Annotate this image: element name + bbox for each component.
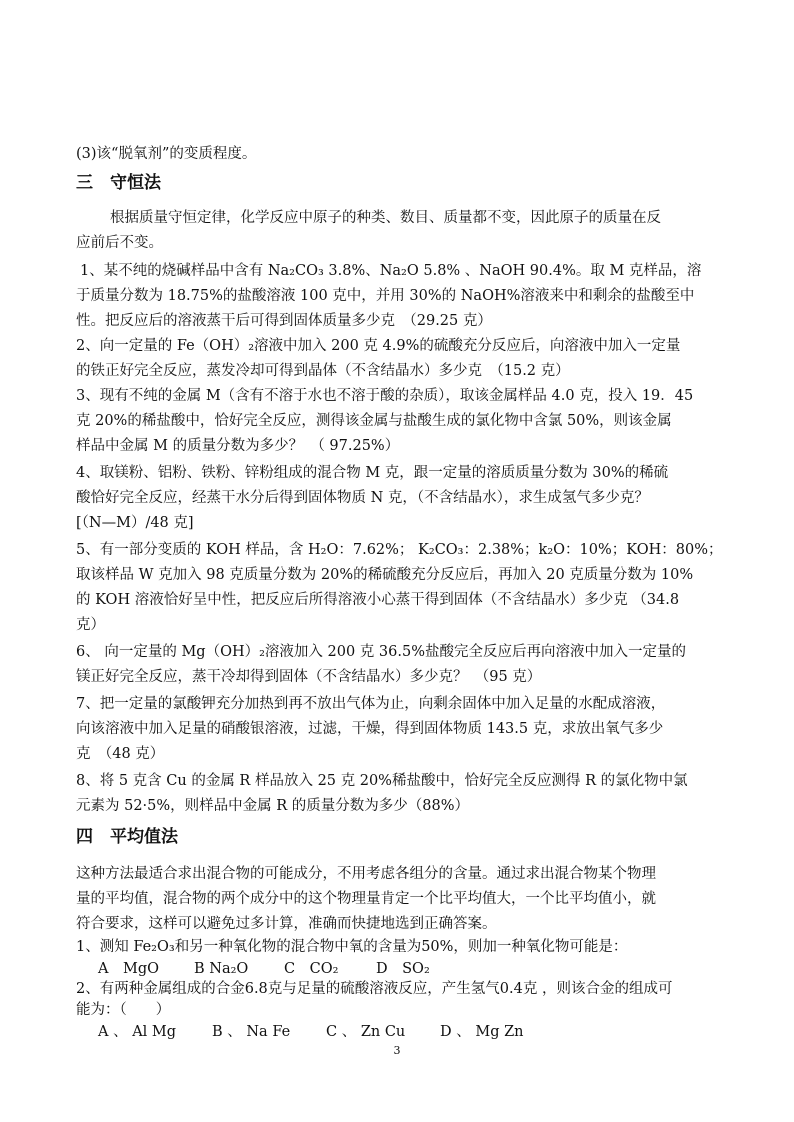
section4-intro-line: 这种方法最适合求出混合物的可能成分，不用考虑各组分的含量。通过求出混合物某个物理 — [76, 866, 656, 882]
problem-line: 于质量分数为 18.75%的盐酸溶液 100 克中，并用 30%的 NaOH%溶液来中和剩余的盐酸至中 — [76, 288, 695, 304]
problem-line: 1、某不纯的烧碱样品中含有 Na₂CO₃ 3.8%、Na₂O 5.8% 、NaOH 90.4%。取 M 克样品，溶 — [80, 263, 702, 279]
problem-line: 3、现有不纯的金属 M（含有不溶于水也不溶于酸的杂质），取该金属样品 4.0 克，投入 19．45 — [76, 388, 694, 404]
question-2: 2、有两种金属组成的合金6.8克与足量的硫酸溶液反应，产生氢气0.4克 ，则该合金的组成可 — [76, 981, 673, 997]
section3-intro-line: 根据质量守恒定律，化学反应中原子的种类、数目、质量都不变，因此原子的质量在反 — [110, 210, 661, 226]
problem-line: 取该样品 W 克加入 98 克质量分数为 20%的稀硫酸充分反应后，再加入 20 克质量分数为 10% — [76, 567, 694, 583]
option-a: A 、 Al Mg — [98, 1024, 177, 1040]
section3-heading: 三 守恒法 — [76, 173, 161, 193]
problem-line: [（N—M）/48 克] — [76, 515, 194, 531]
problem-line: 克 20%的稀盐酸中，恰好完全反应，测得该金属与盐酸生成的氯化物中含氯 50%，则该金属 — [76, 413, 672, 429]
problem-line: 4、取镁粉、铝粉、铁粉、锌粉组成的混合物 M 克，跟一定量的溶质质量分数为 30%的稀硫 — [76, 465, 669, 481]
problem-line: 样品中金属 M 的质量分数为多少？ （ 97.25%） — [76, 438, 400, 454]
option-c: C CO₂ — [284, 961, 339, 977]
option-b: B 、 Na Fe — [212, 1024, 291, 1040]
problem-line: 7、把一定量的氯酸钾充分加热到再不放出气体为止，向剩余固体中加入足量的水配成溶液， — [76, 696, 666, 712]
problem-line: 酸恰好完全反应，经蒸干水分后得到固体物质 N 克，（不含结晶水），求生成氢气多少克？ — [76, 490, 649, 506]
problem-line: 向该溶液中加入足量的硝酸银溶液，过滤，干燥，得到固体物质 143.5 克，求放出氧气多少 — [76, 721, 664, 737]
option-c: C 、 Zn Cu — [326, 1024, 406, 1040]
problem-line: 克） — [76, 617, 105, 633]
problem-line: 8、将 5 克含 Cu 的金属 R 样品放入 25 克 20%稀盐酸中，恰好完全反应测得 R 的氯化物中氯 — [76, 773, 688, 789]
page-number: 3 — [393, 1044, 401, 1057]
section4-intro-line: 符合要求，这样可以避免过多计算，准确而快捷地选到正确答案。 — [76, 916, 497, 932]
option-d: D SO₂ — [376, 961, 430, 977]
problem-line: 5、有一部分变质的 KOH 样品，含 H₂O：7.62%； K₂CO₃：2.38%；k₂O：10%；KOH：80%； — [76, 542, 723, 558]
problem-line: 的铁正好完全反应，蒸发冷却可得到晶体（不含结晶水）多少克 （15.2 克） — [76, 363, 570, 379]
option-d: D 、 Mg Zn — [440, 1024, 524, 1040]
problem-line: 2、向一定量的 Fe（OH）₂溶液中加入 200 克 4.9%的硫酸充分反应后，向溶液中加入一定量 — [76, 338, 681, 354]
section4-heading: 四 平均值法 — [76, 827, 178, 847]
option-a: A MgO — [98, 961, 159, 977]
intro-line: (3)该“脱氧剂”的变质程度。 — [76, 146, 257, 162]
question-1: 1、测知 Fe₂O₃和另一种氧化物的混合物中氧的含量为50%，则加一种氧化物可能是： — [76, 939, 628, 955]
problem-line: 6、 向一定量的 Mg（OH）₂溶液加入 200 克 36.5%盐酸完全反应后再向溶液中加入一定量的 — [76, 644, 686, 660]
problem-line: 镁正好完全反应，蒸干冷却得到固体（不含结晶水）多少克？ （95 克） — [76, 669, 542, 685]
problem-line: 的 KOH 溶液恰好呈中性，把反应后所得溶液小心蒸干得到固体（不含结晶水）多少克 （34.8 — [76, 592, 680, 608]
section3-intro-line: 应前后不变。 — [76, 235, 163, 251]
problem-line: 克 （48 克） — [76, 746, 165, 762]
problem-line: 性。把反应后的溶液蒸干后可得到固体质量多少克 （29.25 克） — [76, 313, 492, 329]
problem-line: 元素为 52·5%，则样品中金属 R 的质量分数为多少（88%） — [76, 798, 470, 814]
question-2: 能为：（ ） — [76, 1002, 171, 1018]
option-b: B Na₂O — [194, 961, 249, 977]
section4-intro-line: 量的平均值，混合物的两个成分中的这个物理量肯定一个比平均值大，一个比平均值小，就 — [76, 891, 656, 907]
